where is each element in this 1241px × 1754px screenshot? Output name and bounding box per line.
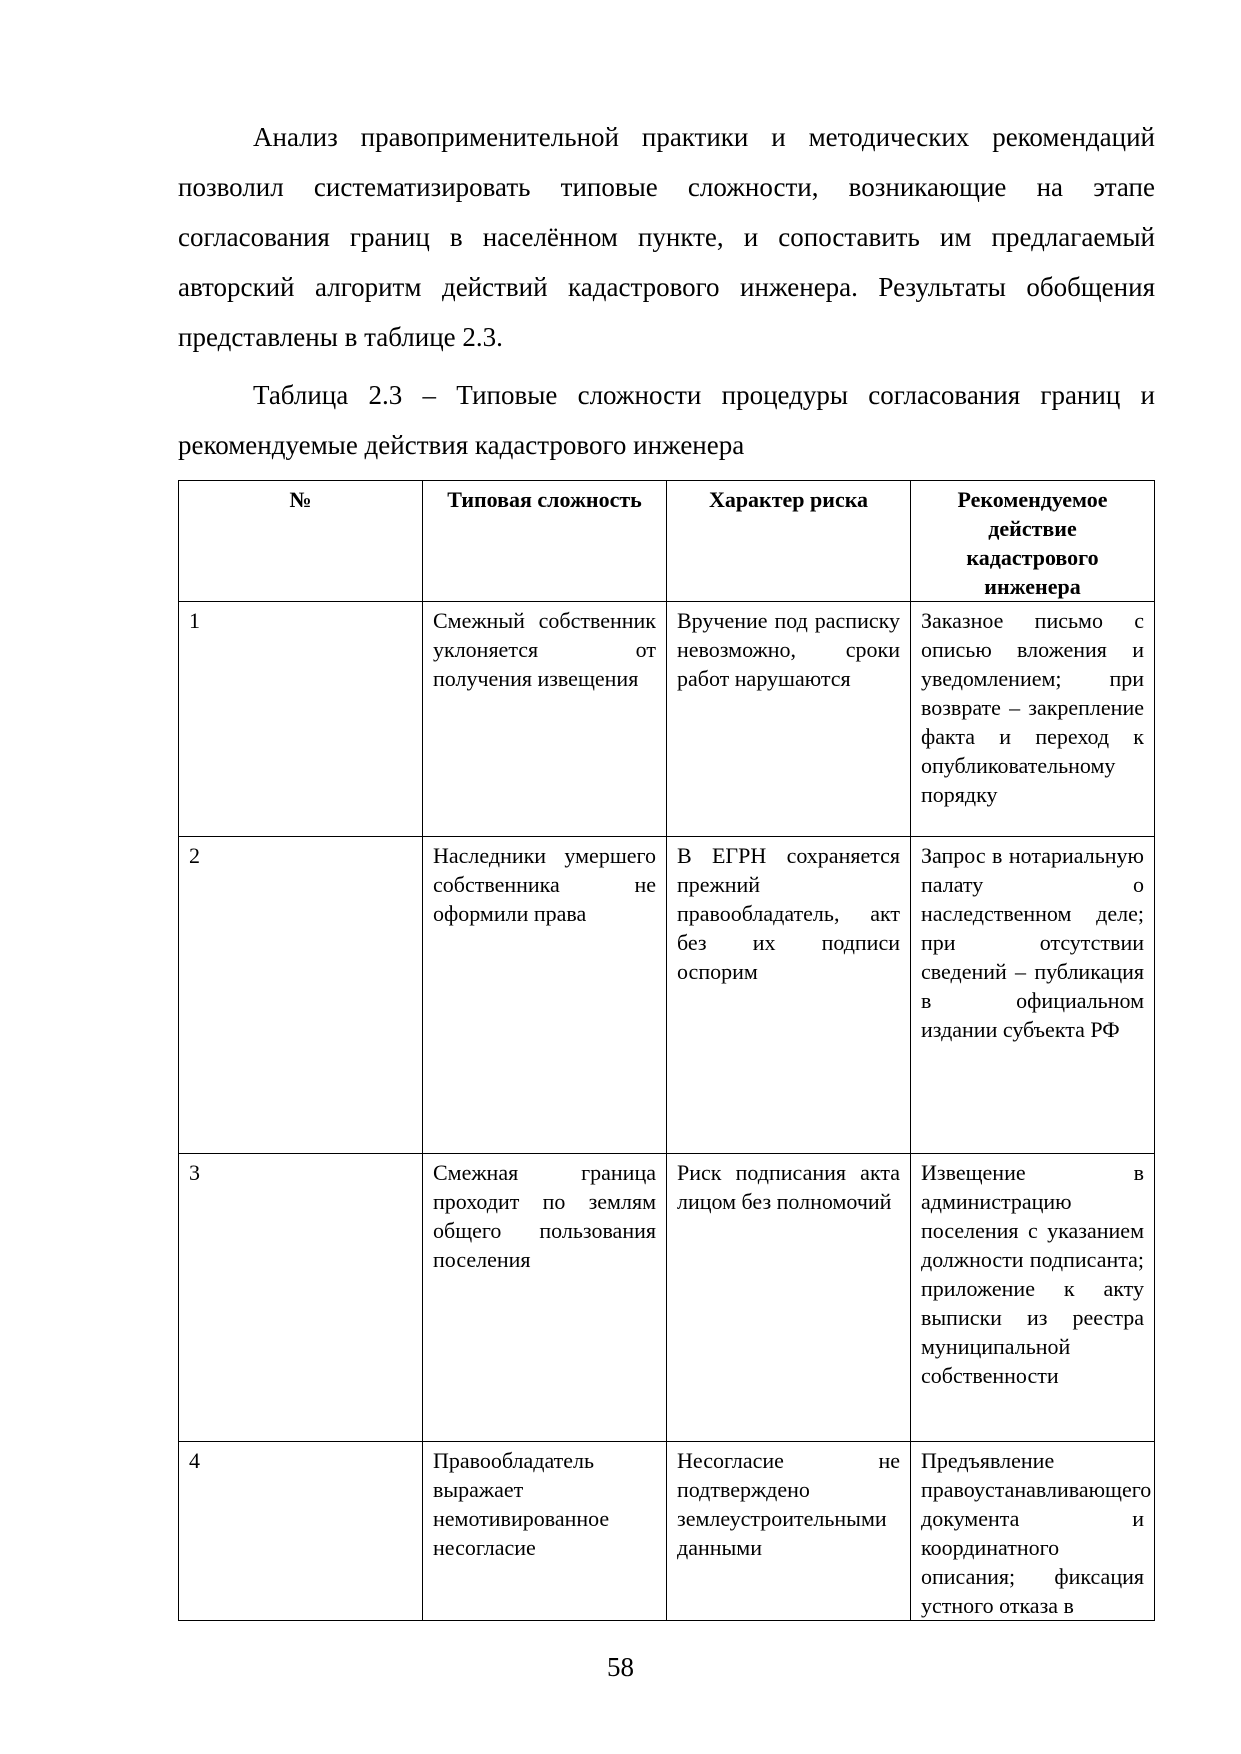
table-header-row: [179, 481, 1155, 602]
table-row: [179, 1154, 1155, 1442]
row-number: 1: [179, 602, 423, 837]
table-row: [179, 1442, 1155, 1621]
row-action: Заказное письмо с описью вложения и уведомлением; при возврате – закрепление факта и переход к опубликовательному порядку: [911, 602, 1155, 837]
header-number: №: [179, 481, 423, 602]
row-risk: Несогласие не подтверждено землеустроительными данными: [667, 1442, 911, 1621]
page-body: [178, 112, 1155, 1621]
row-difficulty: Смежная граница проходит по землям общего пользования поселения: [423, 1154, 667, 1442]
header-action: Рекомендуемое действие кадастрового инженера: [911, 481, 1155, 602]
row-number: 4: [179, 1442, 423, 1621]
header-risk: Характер риска: [667, 481, 911, 602]
intro-paragraph: Анализ правоприменительной практики и методических рекомендаций позволил систематизировать типовые сложности, возникающие на этапе согласования границ в населённом пункте, и сопоставить им предлагаемый авторский алгоритм действий кадастрового инженера. Результаты обобщения представлены в таблице 2.3.: [178, 122, 1155, 352]
row-difficulty: Правообладатель выражает немотивированное несогласие: [423, 1442, 667, 1621]
page-number: 58: [607, 1652, 634, 1682]
table-row: [179, 602, 1155, 837]
row-action: Извещение в администрацию поселения с указанием должности подписанта; приложение к акту выписки из реестра муниципальной собственности: [911, 1154, 1155, 1442]
row-action: Предъявление правоустанавливающего документа и координатного описания; фиксация устного отказа в: [911, 1442, 1155, 1621]
row-risk: Вручение под расписку невозможно, сроки работ нарушаются: [667, 602, 911, 837]
row-difficulty: Смежный собственник уклоняется от получения извещения: [423, 602, 667, 837]
difficulties-table: [178, 480, 1155, 1621]
header-difficulty: Типовая сложность: [423, 481, 667, 602]
table-caption: Таблица 2.3 – Типовые сложности процедуры согласования границ и рекомендуемые действия кадастрового инженера: [178, 380, 1155, 460]
row-risk: В ЕГРН сохраняется прежний правообладатель, акт без их подписи оспорим: [667, 837, 911, 1154]
row-number: 2: [179, 837, 423, 1154]
row-number: 3: [179, 1154, 423, 1442]
row-risk: Риск подписания акта лицом без полномочий: [667, 1154, 911, 1442]
table-row: [179, 837, 1155, 1154]
row-action: Запрос в нотариальную палату о наследственном деле; при отсутствии сведений – публикация в официальном издании субъекта РФ: [911, 837, 1155, 1154]
row-difficulty: Наследники умершего собственника не оформили права: [423, 837, 667, 1154]
